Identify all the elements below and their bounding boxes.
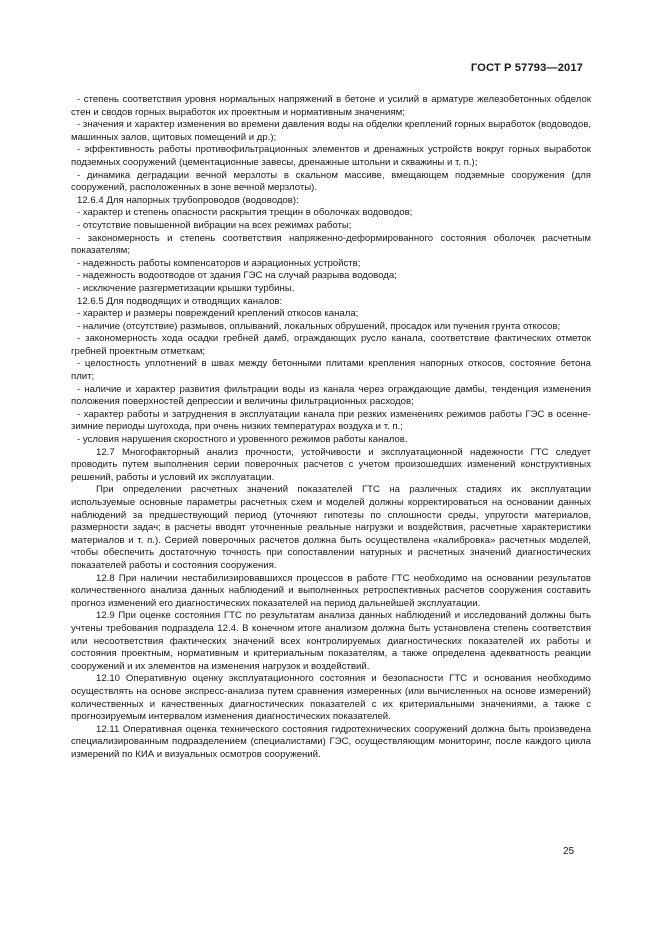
page-number: 25 bbox=[563, 846, 575, 857]
paragraph: 12.7 Многофакторный анализ прочности, устойчивости и эксплуатационной надежности ГТС следует проводить путем выполнения серии поверочных расчетов с учетом произошедших изменений конструктивных решений, работы и условий их эксплуатации. bbox=[71, 446, 591, 483]
paragraph: 12.6.5 Для подводящих и отводящих каналов: bbox=[77, 295, 283, 307]
paragraph: - эффективность работы противофильтрационных элементов и дренажных устройств вокруг горных выработок подземных сооружений (цементационные завесы, дренажные штольни и скважины и т. п.); bbox=[71, 144, 591, 168]
page-body bbox=[71, 94, 591, 761]
paragraph: - характер и степень опасности раскрытия трещин в оболочках водоводов; bbox=[77, 207, 413, 219]
paragraph: - значения и характер изменения во времени давления воды на обделки креплений горных выработок (водоводов, машинных залов, щитовых помещений и др.); bbox=[71, 119, 591, 143]
paragraph: - закономерность и степень соответствия напряженно-деформированного состояния оболочек расчетным показателям; bbox=[71, 232, 591, 257]
paragraph: - наличие и характер развития фильтрации воды из канала через ограждающие дамбы, тенденция изменения положения поверхностей депрессии и величины фильтрационных расходов; bbox=[71, 383, 591, 408]
paragraph: - характер и размеры повреждений креплений откосов канала; bbox=[77, 308, 359, 320]
paragraph: - отсутствие повышенной вибрации на всех режимах работы; bbox=[77, 219, 352, 231]
paragraph: - надежность работы компенсаторов и аэрационных устройств; bbox=[77, 257, 361, 269]
paragraph: - условия нарушения скоростного и уровенного режимов работы каналов. bbox=[77, 434, 408, 446]
paragraph: 12.6.4 Для напорных трубопроводов (водоводов): bbox=[77, 194, 299, 206]
paragraph: - исключение разгерметизации крышки турбины. bbox=[77, 282, 295, 294]
paragraph: - целостность уплотнений в швах между бетонными плитами крепления напорных откосов, состояние бетона плит; bbox=[71, 358, 591, 383]
document-code: ГОСТ Р 57793—2017 bbox=[470, 62, 583, 74]
paragraph: - динамика деградации вечной мерзлоты в скальном массиве, вмещающем подземные сооружения (для сооружений, расположенных в зоне вечной мерзлоты). bbox=[71, 169, 591, 194]
paragraph: - закономерность хода осадки гребней дамб, ограждающих русло канала, соответствие фактических отметок гребней проектным отметкам; bbox=[71, 333, 591, 357]
paragraph: - надежность водоотводов от здания ГЭС на случай разрыва водовода; bbox=[77, 270, 397, 282]
paragraph: 12.10 Оперативную оценку эксплуатационного состояния и безопасности ГТС и основания необходимо осуществлять на основе экспресс-анализа путем сравнения измеренных (или вычисленных на основе измерений) количественных и качественных диагностических показателей с их критериальными значениями, а также с прогнозируемым интервалом изменения диагностических показателей. bbox=[71, 673, 591, 723]
paragraph: 12.11 Оперативная оценка технического состояния гидротехнических сооружений должна быть произведена специализированным подразделением (специалистами) ГЭС, осуществляющим мониторинг, после каждого цикла измерений по КИА и визуальных осмотров сооружений. bbox=[71, 723, 591, 760]
paragraph: - характер работы и затруднения в эксплуатации канала при резких изменениях режимов работы ГЭС в осенне-зимние периоды шугохода, при очень низких температурах воздуха и т. п.; bbox=[71, 408, 591, 433]
paragraph: 12.9 При оценке состояния ГТС по результатам анализа данных наблюдений и исследований должны быть учтены требования подраздела 12.4. В конечном итоге анализом должна быть установлена степень соответствия или несоответствия фактических значений всех контролируемых диагностических показателей их работы и состояния проектным, нормативным и критериальным показателям, а также определена адекватность реакции сооружений и их элементов на изменения нагрузок и воздействий. bbox=[71, 610, 591, 672]
paragraph: - наличие (отсутствие) размывов, оплываний, локальных обрушений, просадок или пучения грунта откосов; bbox=[77, 320, 561, 332]
paragraph: При определении расчетных значений показателей ГТС на различных стадиях их эксплуатации используемые основные параметры расчетных схем и моделей должны корректироваться на основании данных наблюдений за предшествующий период (уточняют гипотезы по сплошности среды, упругости материалов, размерности задач; в расчеты вводят уточненные реальные нагрузки и воздействия, расчетные характеристики материалов и т. п.). Серией поверочных расчетов должна быть осуществлена «калибровка» расчетных моделей, чтобы обеспечить достаточную точность при сопоставлении натурных и расчетных значений диагностических показателей работы и состояния сооружения. bbox=[71, 484, 591, 571]
paragraph: - степень соответствия уровня нормальных напряжений в бетоне и усилий в арматуре железобетонных обделок стен и сводов горных выработок их проектным и нормативным значениям; bbox=[71, 94, 591, 118]
paragraph: 12.8 При наличии нестабилизировавшихся процессов в работе ГТС необходимо на основании результатов количественного анализа данных наблюдений и выполненных ретроспективных расчетов сооружения составить прогноз изменений его диагностических показателей на период дальнейшей эксплуатации. bbox=[71, 572, 591, 609]
